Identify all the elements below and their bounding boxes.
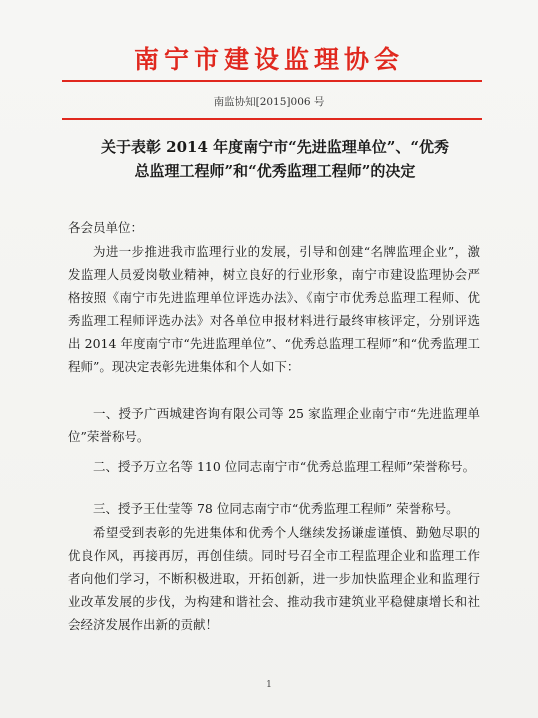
paragraph-closing: 希望受到表彰的先进集体和优秀个人继续发扬谦虚谨慎、勤勉尽职的优良作风，再接再厉，再创佳绩。同时号召全市工程监理企业和监理工作者向他们学习，不断积极进取，开拓创新，进一步加快监理企业和监理行业改革发展的步伐，为构建和谐社会、推动我市建筑业平稳健康增长和社会经济发展作出新的贡献！	[68, 525, 480, 632]
paragraph-award-units: 一、授予广西城建咨询有限公司等 25 家监理企业南宁市“先进监理单位”荣誉称号。	[68, 406, 480, 444]
paragraph-intro: 为进一步推进我市监理行业的发展，引导和创建“名牌监理企业”，激发监理人员爱岗敬业精神，树立良好的行业形象，南宁市建设监理协会严格按照《南宁市先进监理单位评选办法》、《南宁市优秀总监理工程师、优秀监理工程师评选办法》对各单位申报材料进行最终审核评定，分别评选出 2014 年度南宁市“先进监理单位”、“优秀总监理工程师”和“优秀监理工程师”。现决定表彰先进集体和个人如下：	[68, 244, 480, 374]
header-divider	[62, 118, 482, 120]
title-line-2: 总监理工程师”和“优秀监理工程师”的决定	[134, 162, 416, 180]
letterhead-title: 南宁市建设监理协会	[133, 45, 404, 74]
paragraph-award-engineers: 三、授予王仕莹等 78 位同志南宁市“优秀监理工程师” 荣誉称号。	[93, 501, 459, 516]
title-line-1: 关于表彰 2014 年度南宁市“先进监理单位”、“优秀	[100, 138, 450, 156]
salutation: 各会员单位：	[68, 220, 144, 235]
paragraph-award-chief-engineers: 二、授予万立名等 110 位同志南宁市“优秀总监理工程师”荣誉称号。	[93, 459, 476, 474]
document-title	[70, 135, 480, 183]
document-number: 南监协知[2015]006 号	[213, 96, 325, 108]
letterhead-divider	[62, 80, 482, 82]
page-number: 1	[266, 680, 272, 690]
